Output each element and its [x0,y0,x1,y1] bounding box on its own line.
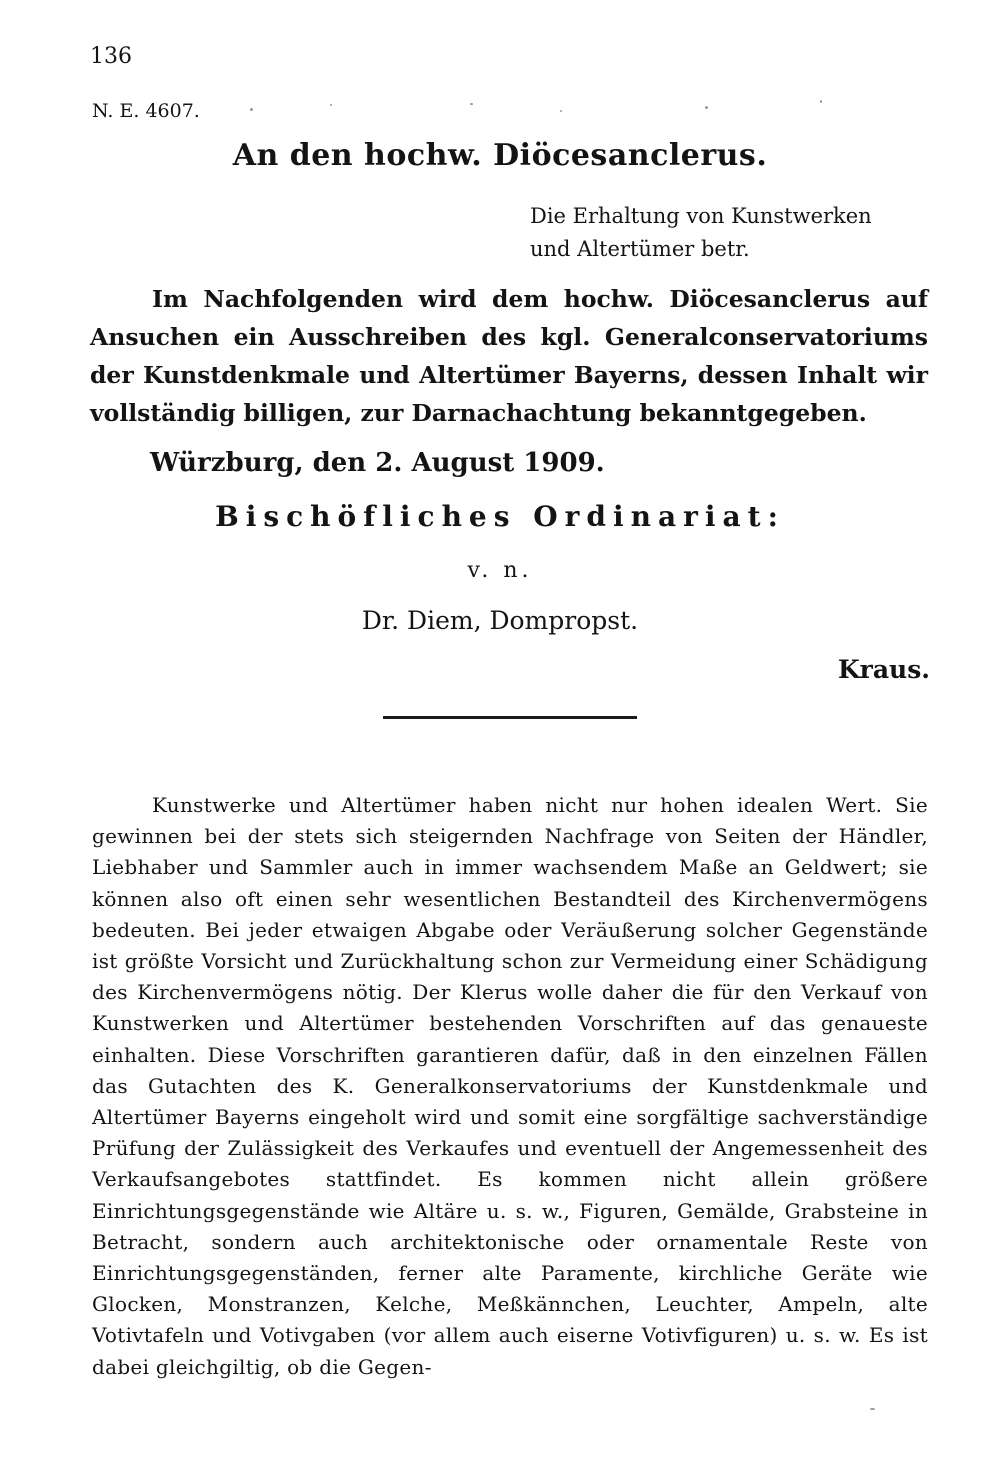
body-text: Kunstwerke und Altertümer haben nicht nur hohen idealen Wert. Sie gewinnen bei der stets sich steigernden Nachfrage von Seiten der Händler, Liebhaber und Sammler auch in immer wachsendem Maße an Geldwert; sie können also oft einen sehr wesentlichen Bestandteil des Kirchenvermögens bedeuten. Bei jeder etwaigen Abgabe oder Veräußerung solcher Gegenstände ist größte Vorsicht und Zurückhaltung schon zur Vermeidung einer Schädigung des Kirchenvermögens nötig. Der Klerus wolle daher die für den Verkauf von Kunstwerken und Altertümer bestehenden Vorschriften auf das genaueste einhalten. Diese Vorschriften garantieren dafür, daß in den einzelnen Fällen das Gutachten des K. Generalkonservatoriums der Kunstdenkmale und Altertümer Bayerns eingeholt wird und somit eine sorgfältige sachverständige Prüfung der Zulässigkeit des Verkaufes und eventuell der Angemessenheit des Verkaufsangebotes stattfindet. Es kommen nicht allein größere Einrichtungsgegenstände wie Altäre u. s. w., Figuren, Gemälde, Grabsteine in Betracht, sondern auch architektonische oder ornamentale Reste von Einrichtungsgegenständen, ferner alte Paramente, kirchliche Geräte wie Glocken, Monstranzen, Kelche, Meßkännchen, Leuchter, Ampeln, alte Votivtafeln und Votivgaben (vor allem auch eiserne Votivfiguren) u. s. w. Es ist dabei gleichgiltig, ob die Gegen- [92,793,928,1379]
scan-speck [560,110,562,112]
page-number: 136 [90,44,132,69]
signer-name: Dr. Diem, Dompropst. [361,606,639,635]
scan-speck [330,104,332,106]
secretary-name: Kraus. [837,655,930,684]
body-paragraph [92,790,928,1383]
page-title: An den hochw. Diöcesanclerus. [232,138,768,173]
scan-speck [820,100,822,103]
reference-number: N. E. 4607. [92,100,200,122]
scan-speck [705,106,708,109]
section-divider [383,716,637,719]
vn-abbreviation: v. n. [467,558,533,583]
scan-speck [870,1408,875,1410]
place-date: Würzburg, den 2. August 1909. [150,448,605,478]
intro-text: Im Nachfolgenden wird dem hochw. Diöcesanclerus auf Ansuchen ein Ausschreiben des kgl. Generalconservatoriums der Kunstdenkmale und Altertümer Bayerns, dessen Inhalt wir vollständig billigen, zur Darnachachtung bekanntgegeben. [90,285,928,427]
subject-block [530,200,930,266]
scan-speck [250,108,253,111]
intro-paragraph [90,280,928,432]
issuing-authority: Bischöfliches Ordinariat: [215,500,785,533]
subject-line-1: Die Erhaltung von Kunstwerken [530,204,872,228]
scan-speck [470,103,473,105]
subject-line-2: und Altertümer betr. [530,237,750,261]
